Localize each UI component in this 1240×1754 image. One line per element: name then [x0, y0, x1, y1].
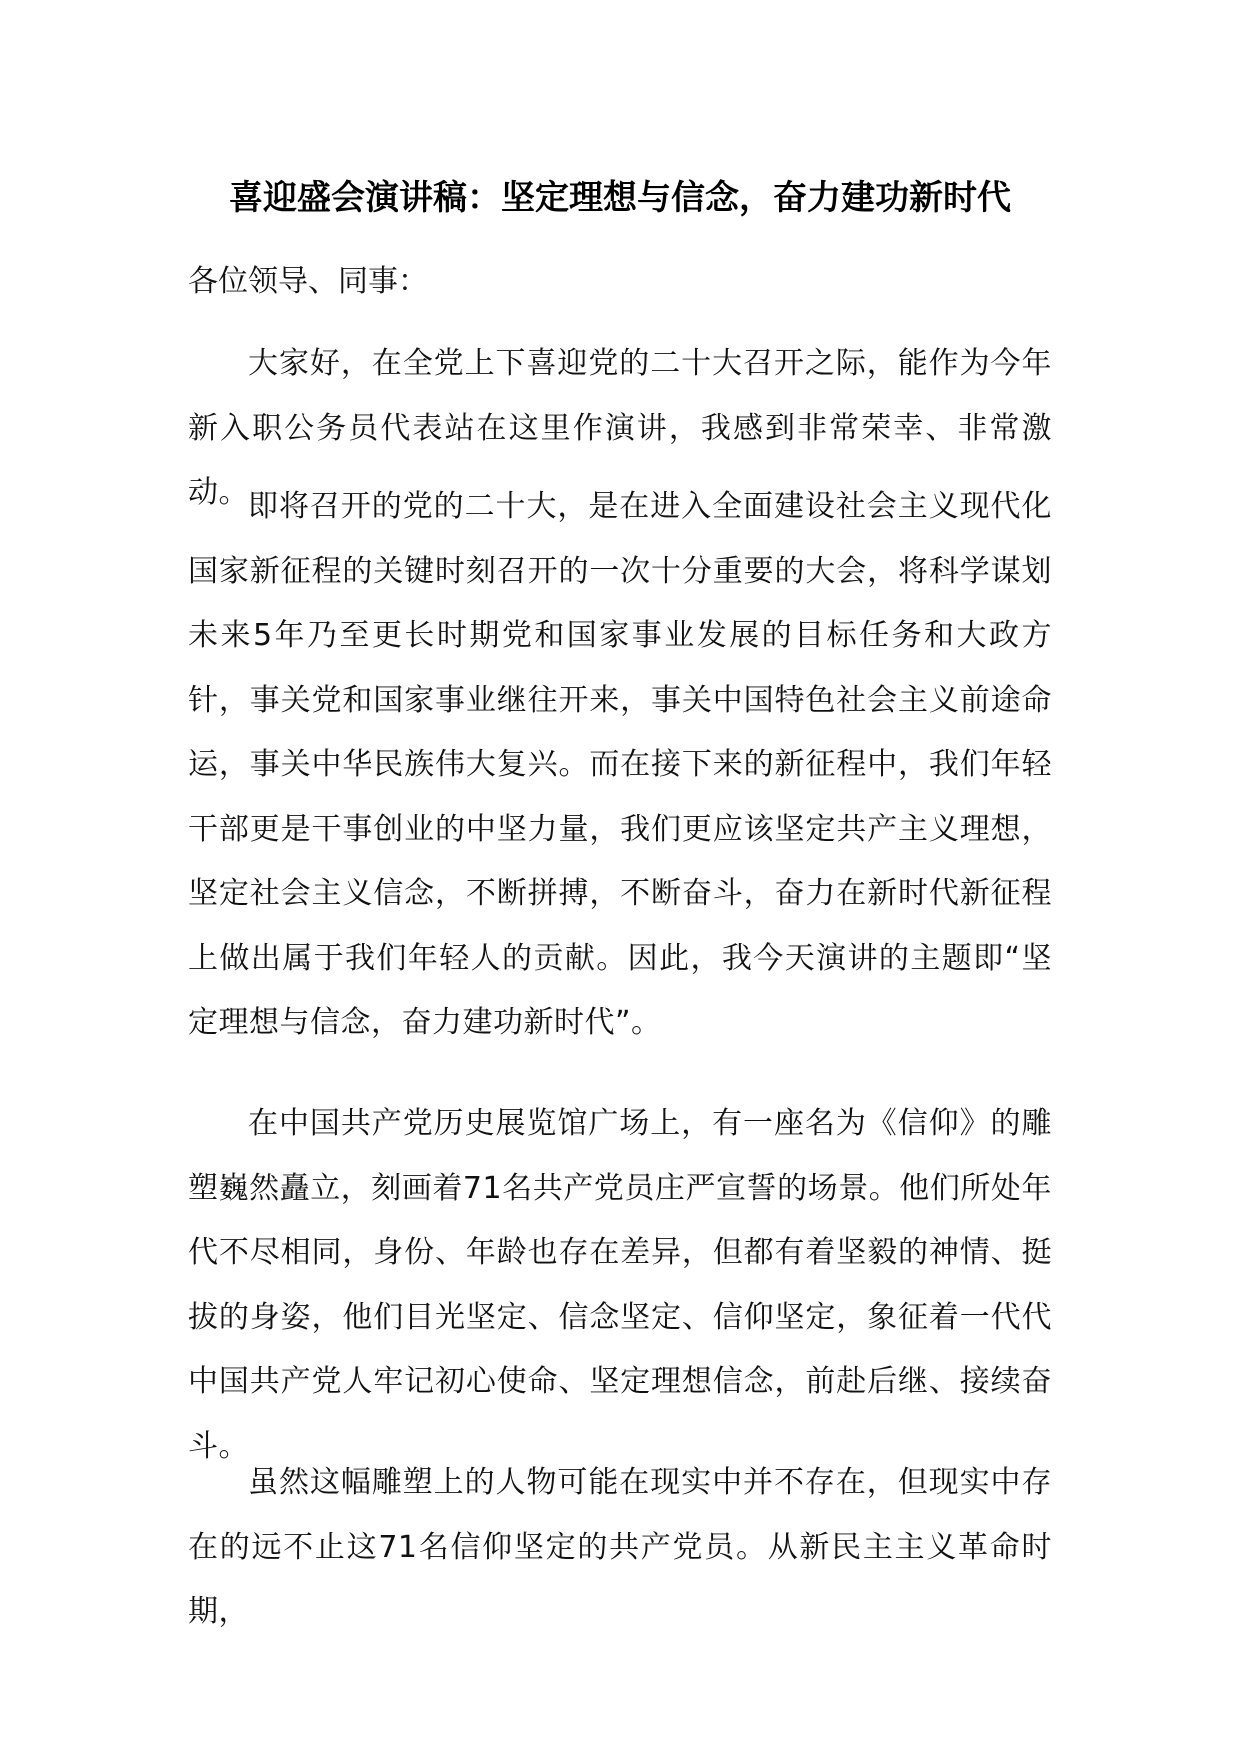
paragraph-congress: 即将召开的党的二十大，是在进入全面建设社会主义现代化国家新征程的关键时刻召开的一次十分重要的大会，将科学谋划未来5年乃至更长时期党和国家事业发展的目标任务和大政方针，事关党和国家事业继往开来，事关中国特色社会主义前途命运，事关中华民族伟大复兴。而在接下来的新征程中，我们年轻干部更是干事创业的中坚力量，我们更应该坚定共产主义理想，坚定社会主义信念，不断拼搏，不断奋斗，奋力在新时代新征程上做出属于我们年轻人的贡献。因此，我今天演讲的主题即“坚定理想与信念，奋力建功新时代”。	[188, 489, 1052, 1040]
document-title: 喜迎盛会演讲稿：坚定理想与信念，奋力建功新时代	[229, 178, 1011, 218]
paragraph-reality: 虽然这幅雕塑上的人物可能在现实中并不存在，但现实中存在的远不止这71名信仰坚定的共产党员。从新民主主义革命时期，	[188, 1465, 1052, 1629]
salutation: 各位领导、同事：	[188, 264, 428, 299]
paragraph-sculpture: 在中国共产党历史展览馆广场上，有一座名为《信仰》的雕塑巍然矗立，刻画着71名共产党员庄严宣誓的场景。他们所处年代不尽相同，身份、年龄也存在差异，但都有着坚毅的神情、挺拔的身姿，他们目光坚定、信念坚定、信仰坚定，象征着一代代中国共产党人牢记初心使命、坚定理想信念，前赴后继、接续奋斗。	[188, 1106, 1052, 1464]
paragraph-greeting: 大家好，在全党上下喜迎党的二十大召开之际，能作为今年新入职公务员代表站在这里作演讲，我感到非常荣幸、非常激动。	[188, 346, 1052, 510]
